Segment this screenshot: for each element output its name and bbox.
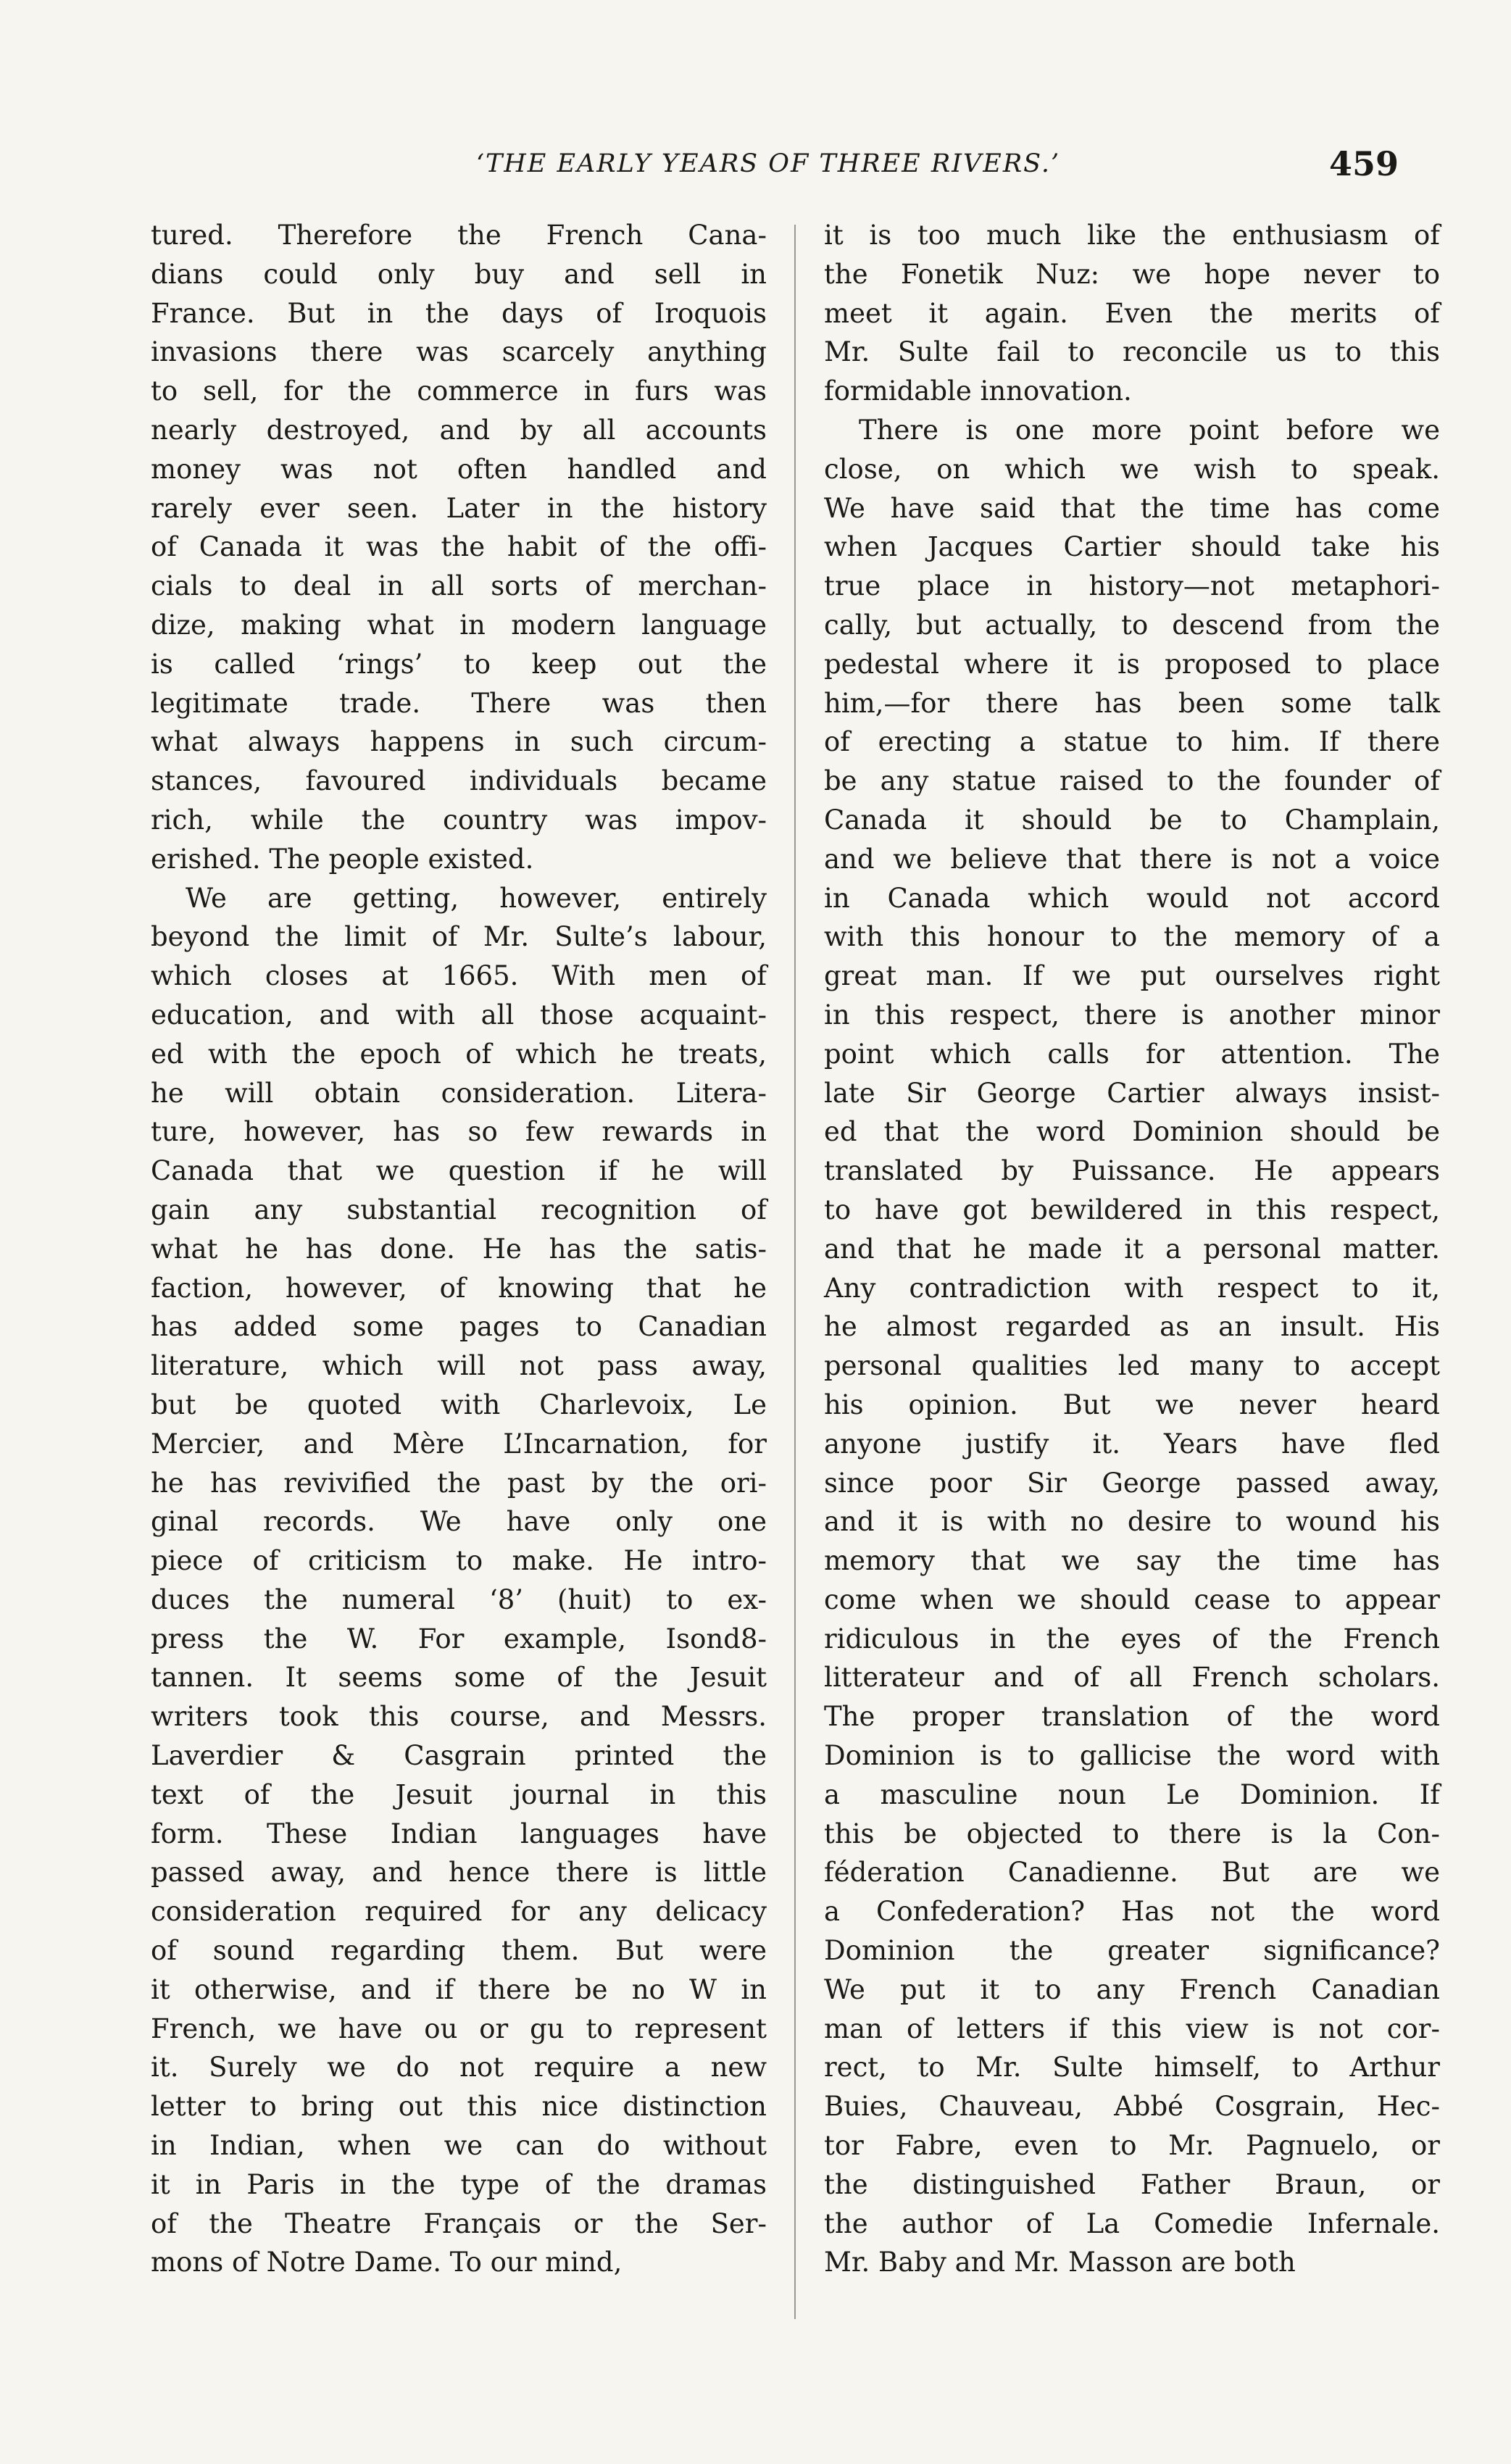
paragraph: [151, 879, 767, 2283]
text-line: true place in history—not metaphori-: [824, 570, 1440, 602]
text-line: rich, while the country was impov-: [151, 804, 767, 836]
text-line: literature, which will not pass away,: [151, 1350, 767, 1382]
text-line: We put it to any French Canadian: [824, 1973, 1440, 2005]
text-line: money was not often handled and: [151, 453, 767, 485]
text-line: ed that the word Dominion should be: [824, 1116, 1440, 1148]
text-line: tannen. It seems some of the Jesuit: [151, 1662, 767, 1694]
text-line: and we believe that there is not a voice: [824, 843, 1440, 875]
text-line: duces the numeral ‘8’ (huit) to ex-: [151, 1583, 767, 1615]
text-line: the Fonetik Nuz: we hope never to: [824, 258, 1440, 290]
text-line: has added some pages to Canadian: [151, 1311, 767, 1343]
text-line: Canada it should be to Champlain,: [824, 804, 1440, 836]
text-line: Mr. Baby and Mr. Masson are both: [824, 2247, 1296, 2278]
text-line: personal qualities led many to accept: [824, 1350, 1440, 1382]
text-line: tured. Therefore the French Cana-: [151, 220, 767, 251]
text-line: come when we should cease to appear: [824, 1583, 1440, 1615]
text-line: Buies, Chauveau, Abbé Cosgrain, Hec-: [824, 2091, 1440, 2123]
text-line: with this honour to the memory of a: [824, 921, 1440, 953]
text-line: Mr. Sulte fail to reconcile us to this: [824, 336, 1440, 368]
text-line: since poor Sir George passed away,: [824, 1467, 1440, 1499]
text-line: The proper translation of the word: [824, 1701, 1440, 1733]
text-line: in this respect, there is another minor: [824, 999, 1440, 1031]
text-line: great man. If we put ourselves right: [824, 960, 1440, 992]
text-line: to have got bewildered in this respect,: [824, 1194, 1440, 1225]
text-line: anyone justify it. Years have fled: [824, 1428, 1440, 1460]
text-line: litterateur and of all French scholars.: [824, 1662, 1440, 1694]
text-line: a Confederation? Has not the word: [824, 1896, 1440, 1928]
text-line: ginal records. We have only one: [151, 1506, 767, 1538]
text-line: of sound regarding them. But were: [151, 1935, 767, 1967]
paragraph: [824, 216, 1440, 411]
text-line: stances, favoured individuals became: [151, 765, 767, 797]
text-line: There is one more point before we: [859, 414, 1440, 446]
text-line: rect, to Mr. Sulte himself, to Arthur: [824, 2052, 1440, 2084]
left-column: [151, 216, 767, 2282]
text-line: him,—for there has been some talk: [824, 687, 1440, 719]
text-line: education, and with all those acquaint-: [151, 999, 767, 1031]
text-line: he will obtain consideration. Litera-: [151, 1077, 767, 1109]
text-line: piece of criticism to make. He intro-: [151, 1545, 767, 1577]
text-line: text of the Jesuit journal in this: [151, 1778, 767, 1810]
text-line: dians could only buy and sell in: [151, 258, 767, 290]
text-line: legitimate trade. There was then: [151, 687, 767, 719]
text-line: letter to bring out this nice distinction: [151, 2091, 767, 2123]
text-line: formidable innovation.: [824, 375, 1132, 407]
text-line: point which calls for attention. The: [824, 1038, 1440, 1070]
running-title: ‘THE EARLY YEARS OF THREE RIVERS.’: [475, 149, 1061, 178]
text-line: ed with the epoch of which he treats,: [151, 1038, 767, 1070]
text-line: Dominion the greater significance?: [824, 1935, 1440, 1967]
text-line: it is too much like the enthusiasm of: [824, 220, 1440, 251]
text-line: Mercier, and Mère L’Incarnation, for: [151, 1428, 767, 1460]
text-line: writers took this course, and Messrs.: [151, 1701, 767, 1733]
text-line: Dominion is to gallicise the word with: [824, 1740, 1440, 1772]
text-line: ridiculous in the eyes of the French: [824, 1623, 1440, 1655]
text-line: We have said that the time has come: [824, 492, 1440, 524]
text-line: mons of Notre Dame. To our mind,: [151, 2247, 623, 2278]
text-line: cally, but actually, to descend from the: [824, 609, 1440, 641]
text-line: rarely ever seen. Later in the history: [151, 492, 767, 524]
text-line: what always happens in such circum-: [151, 726, 767, 758]
text-line: erished. The people existed.: [151, 843, 534, 875]
text-line: form. These Indian languages have: [151, 1818, 767, 1849]
text-line: translated by Puissance. He appears: [824, 1155, 1440, 1187]
text-line: meet it again. Even the merits of: [824, 297, 1440, 329]
text-line: it. Surely we do not require a new: [151, 2052, 767, 2084]
text-line: Canada that we question if he will: [151, 1155, 767, 1187]
text-line: and it is with no desire to wound his: [824, 1506, 1440, 1538]
text-line: of erecting a statue to him. If there: [824, 726, 1440, 758]
text-line: passed away, and hence there is little: [151, 1857, 767, 1889]
text-line: when Jacques Cartier should take his: [824, 531, 1440, 563]
text-line: faction, however, of knowing that he: [151, 1272, 767, 1304]
text-line: We are getting, however, entirely: [186, 882, 767, 914]
text-line: beyond the limit of Mr. Sulte’s labour,: [151, 921, 767, 953]
text-line: close, on which we wish to speak.: [824, 453, 1440, 485]
text-line: which closes at 1665. With men of: [151, 960, 767, 992]
text-line: the distinguished Father Braun, or: [824, 2168, 1440, 2200]
text-line: Laverdier & Casgrain printed the: [151, 1740, 767, 1772]
text-line: of the Theatre Français or the Ser-: [151, 2207, 767, 2239]
text-line: he has revivified the past by the ori-: [151, 1467, 767, 1499]
text-line: féderation Canadienne. But are we: [824, 1857, 1440, 1889]
text-line: but be quoted with Charlevoix, Le: [151, 1389, 767, 1420]
text-line: consideration required for any delicacy: [151, 1896, 767, 1928]
text-line: it otherwise, and if there be no W in: [151, 1973, 767, 2005]
text-line: a masculine noun Le Dominion. If: [824, 1778, 1440, 1810]
text-line: ture, however, has so few rewards in: [151, 1116, 767, 1148]
text-line: tor Fabre, even to Mr. Pagnuelo, or: [824, 2130, 1440, 2162]
column-divider: [794, 225, 796, 2319]
text-line: gain any substantial recognition of: [151, 1194, 767, 1225]
page-number: 459: [1328, 144, 1399, 183]
text-line: is called ‘rings’ to keep out the: [151, 648, 767, 680]
text-line: what he has done. He has the satis-: [151, 1233, 767, 1265]
text-line: nearly destroyed, and by all accounts: [151, 414, 767, 446]
text-line: and that he made it a personal matter.: [824, 1233, 1440, 1265]
text-line: pedestal where it is proposed to place: [824, 648, 1440, 680]
page-header: [145, 142, 1399, 193]
text-line: of Canada it was the habit of the offi-: [151, 531, 767, 563]
text-line: memory that we say the time has: [824, 1545, 1440, 1577]
text-line: in Indian, when we can do without: [151, 2130, 767, 2162]
text-line: the author of La Comedie Infernale.: [824, 2207, 1440, 2239]
text-line: be any statue raised to the founder of: [824, 765, 1440, 797]
text-line: this be objected to there is la Con-: [824, 1818, 1440, 1849]
text-line: in Canada which would not accord: [824, 882, 1440, 914]
text-line: press the W. For example, Isond8-: [151, 1623, 767, 1655]
text-line: he almost regarded as an insult. His: [824, 1311, 1440, 1343]
text-line: invasions there was scarcely anything: [151, 336, 767, 368]
text-line: late Sir George Cartier always insist-: [824, 1077, 1440, 1109]
text-line: his opinion. But we never heard: [824, 1389, 1440, 1420]
text-line: cials to deal in all sorts of merchan-: [151, 570, 767, 602]
text-line: it in Paris in the type of the dramas: [151, 2168, 767, 2200]
text-line: France. But in the days of Iroquois: [151, 297, 767, 329]
text-line: French, we have ou or gu to represent: [151, 2013, 767, 2044]
text-line: to sell, for the commerce in furs was: [151, 375, 767, 407]
paragraph: [151, 216, 767, 879]
paragraph: [824, 411, 1440, 2282]
text-line: man of letters if this view is not cor-: [824, 2013, 1440, 2044]
text-line: dize, making what in modern language: [151, 609, 767, 641]
text-line: Any contradiction with respect to it,: [824, 1272, 1440, 1304]
right-column: [824, 216, 1440, 2282]
